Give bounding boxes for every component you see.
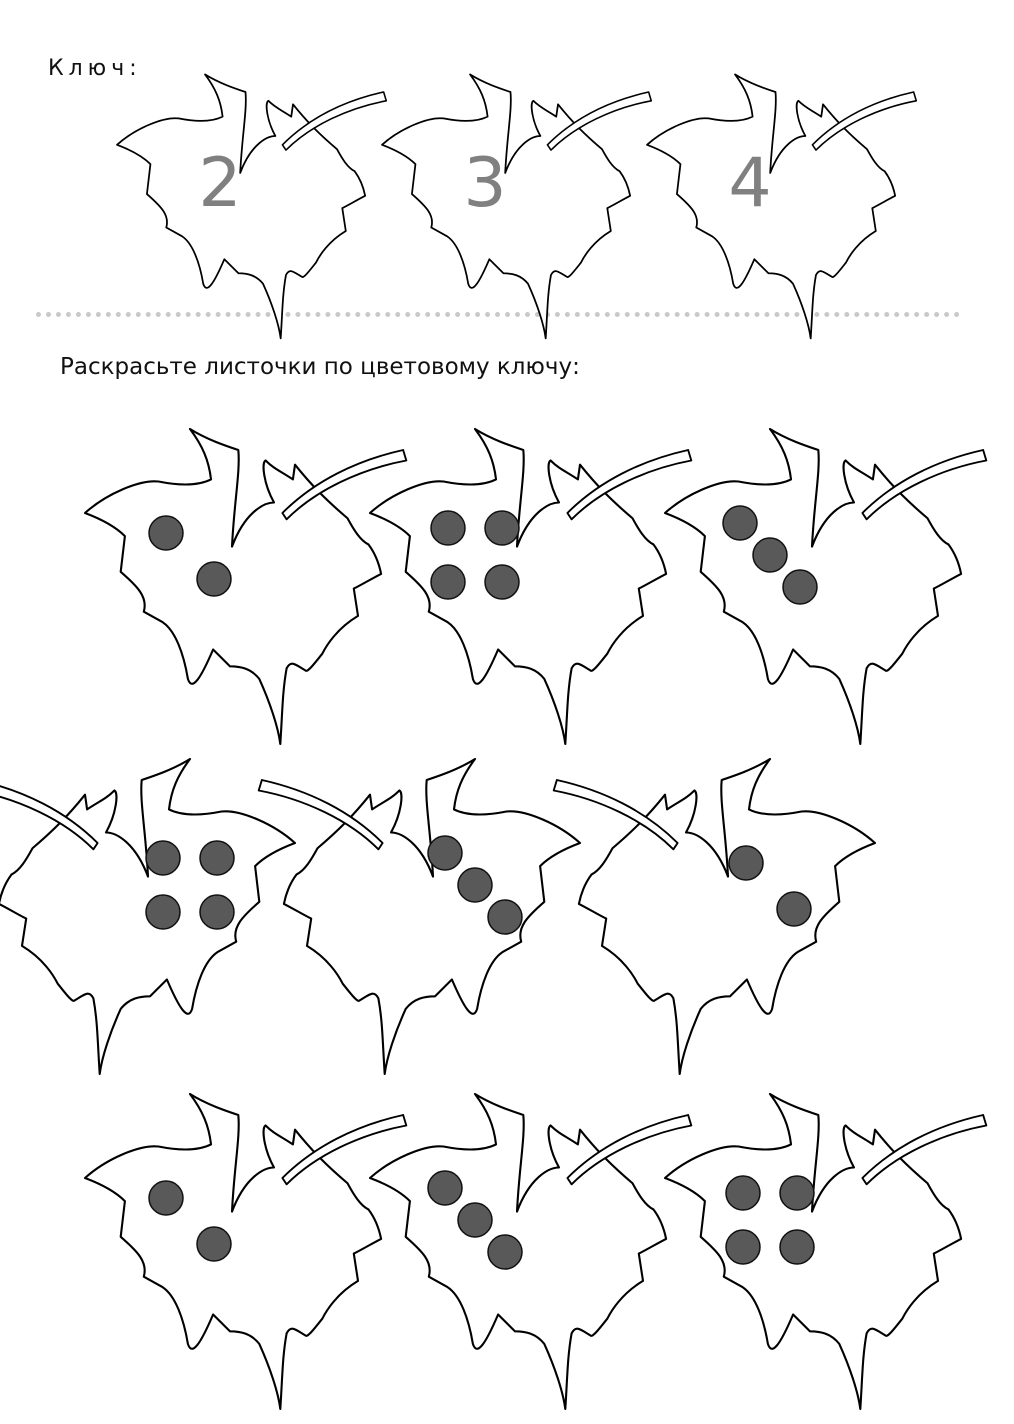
dot [149,1181,183,1215]
leaf-r2-c2 [259,759,580,1074]
dot [146,895,180,929]
key-leaf-3 [382,74,651,338]
dot [777,892,811,926]
key-number-3: 3 [463,144,507,223]
dot [458,1203,492,1237]
dot [783,570,817,604]
dot [149,516,183,550]
key-leaf-4 [647,74,916,338]
dot [146,841,180,875]
dot [200,895,234,929]
dot [197,1227,231,1261]
dot [428,836,462,870]
leaf-r1-c2 [370,429,691,744]
dot [431,565,465,599]
dot [428,1171,462,1205]
dot [723,506,757,540]
leaf-r3-c3 [665,1094,986,1409]
leaf-r1-c1 [85,429,406,744]
leaf-r3-c2 [370,1094,691,1409]
key-label: Ключ: [48,56,142,81]
leaf-r2-c3 [554,759,875,1074]
dot [780,1230,814,1264]
worksheet-leaves [0,429,986,1409]
dot [197,562,231,596]
dot [431,511,465,545]
instruction-text: Раскрасьте листочки по цветовому ключу: [60,354,580,380]
dot [200,841,234,875]
dot [726,1176,760,1210]
dot [458,868,492,902]
dot [729,846,763,880]
dot [485,565,519,599]
dot [780,1176,814,1210]
key-number-2: 2 [198,144,242,223]
dot [726,1230,760,1264]
key-leaves [117,74,916,338]
leaf-r1-c3 [665,429,986,744]
key-number-4: 4 [728,144,772,223]
dot [488,900,522,934]
dot [485,511,519,545]
dot [753,538,787,572]
dot [488,1235,522,1269]
leaf-r3-c1 [85,1094,406,1409]
key-leaf-2 [117,74,386,338]
